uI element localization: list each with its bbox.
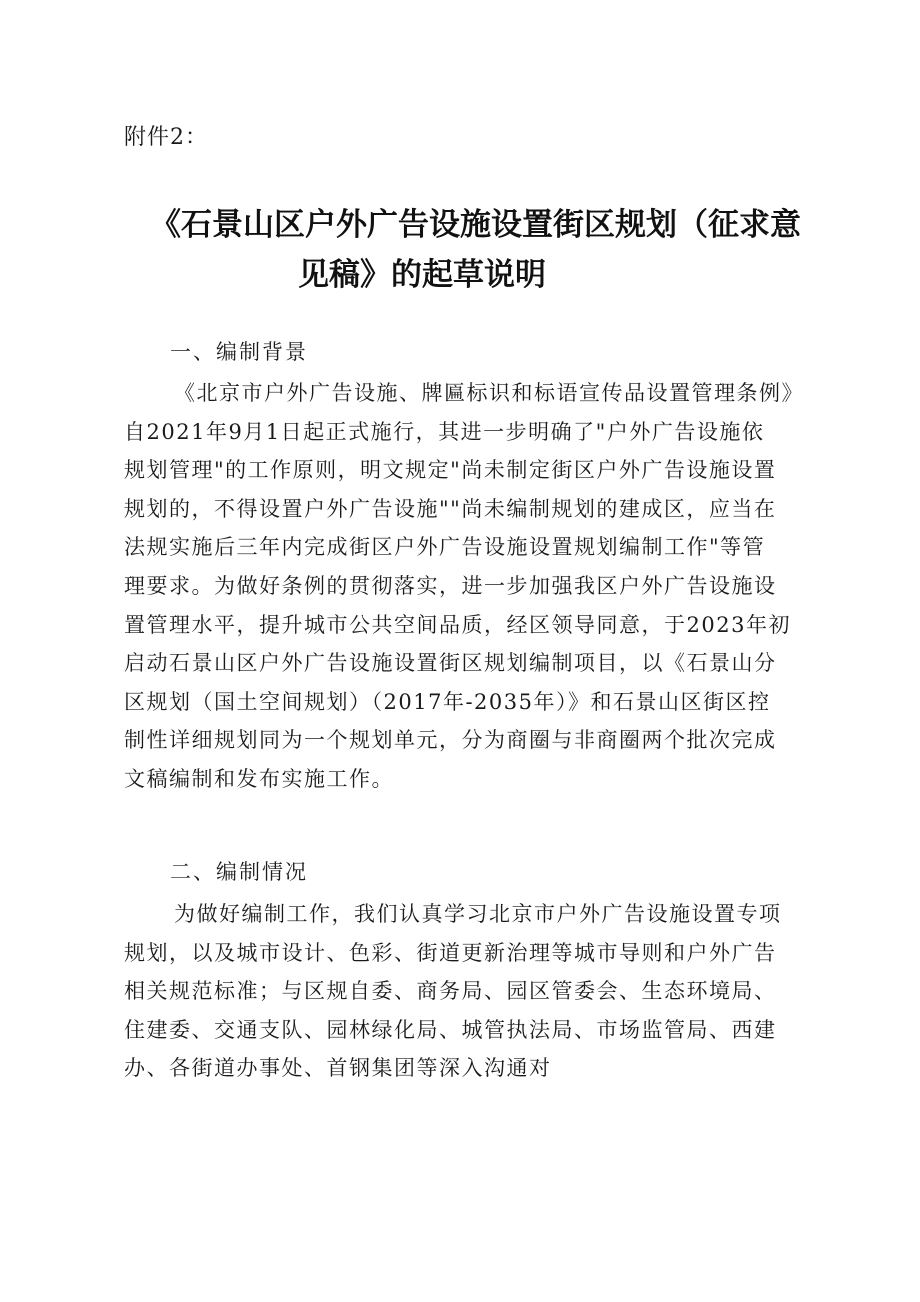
section-paragraph-status xyxy=(124,895,814,1088)
section-heading-status: 二、编制情况 xyxy=(170,860,308,884)
document-title xyxy=(150,200,830,300)
title-line-1: 《石景山区户外广告设施设置街区规划（征求意 xyxy=(150,207,801,243)
title-line-2: 见稿》的起草说明 xyxy=(298,257,546,293)
section-heading-background: 一、编制背景 xyxy=(170,340,308,364)
paragraph-line: 住建委、交通支队、园林绿化局、城管执法局、市场监管局、西建 xyxy=(124,1017,777,1042)
paragraph-line: 为做好编制工作，我们认真学习北京市户外广告设施设置专项 xyxy=(174,902,782,926)
paragraph-line: 置管理水平，提升城市公共空间品质，经区领导同意，于2023年初 xyxy=(124,612,791,637)
paragraph-line: 规划，以及城市设计、色彩、街道更新治理等城市导则和户外广告 xyxy=(124,940,777,965)
paragraph-line: 规划管理"的工作原则，明文规定"尚未制定街区户外广告设施设置 xyxy=(124,458,777,483)
section-paragraph-background xyxy=(124,374,814,799)
paragraph-line: 启动石景山区户外广告设施设置街区规划编制项目，以《石景山分 xyxy=(124,651,777,676)
paragraph-line: 文稿编制和发布实施工作。 xyxy=(124,766,394,791)
paragraph-line: 办、各街道办事处、首钢集团等深入沟通对 xyxy=(124,1056,552,1081)
paragraph-line: 自2021年9月1日起正式施行，其进一步明确了"户外广告设施依 xyxy=(124,419,765,444)
paragraph-line: 规划的，不得设置户外广告设施""尚未编制规划的建成区，应当在 xyxy=(124,496,777,521)
paragraph-line: 理要求。为做好条例的贯彻落实，进一步加强我区户外广告设施设 xyxy=(124,573,777,598)
paragraph-line: 相关规范标准；与区规自委、商务局、园区管委会、生态环境局、 xyxy=(124,979,777,1004)
paragraph-line: 制性详细规划同为一个规划单元，分为商圈与非商圈两个批次完成 xyxy=(124,728,777,753)
paragraph-line: 法规实施后三年内完成街区户外广告设施设置规划编制工作"等管 xyxy=(124,535,766,560)
attachment-label: 附件2： xyxy=(124,125,208,150)
paragraph-line: 区规划（国土空间规划）（2017年-2035年）》和石景山区街区控 xyxy=(124,689,771,714)
paragraph-line: 《北京市户外广告设施、牌匾标识和标语宣传品设置管理条例》 xyxy=(174,381,804,405)
